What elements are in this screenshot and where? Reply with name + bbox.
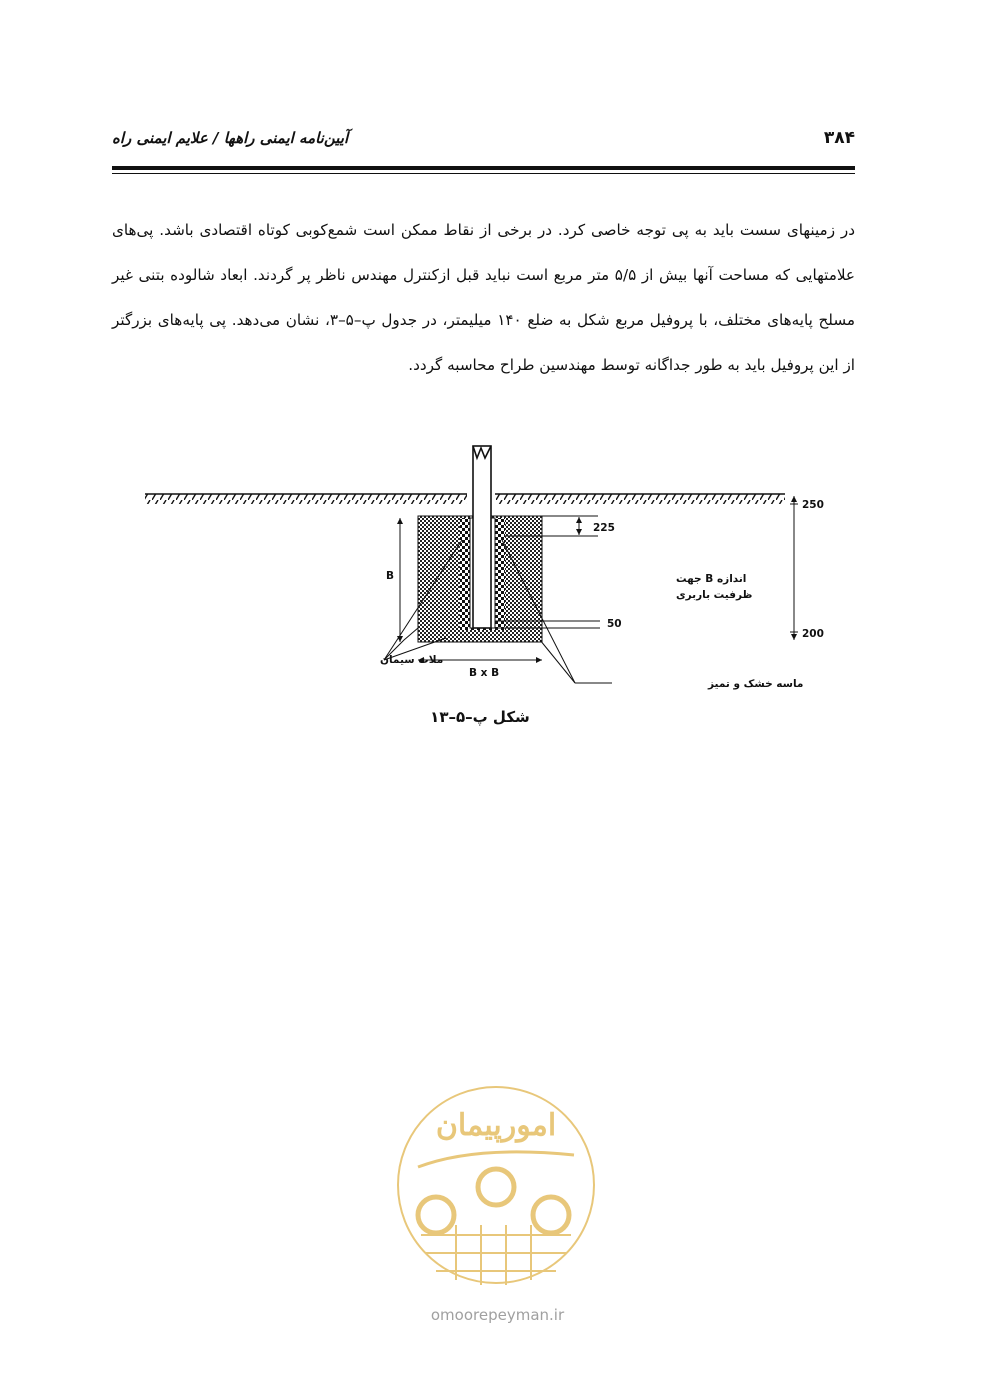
- grid-icon: [421, 1225, 571, 1285]
- body-paragraph: در زمینهای سست باید به پی توجه خاصی کرد. در برخی از نقاط ممکن است شمع‌کوبی کوتاه اقتصادی باشد. پی‌های علامتهایی که مساحت آنها بیش از ۵/۵ متر مربع است نباید قبل ازکنترل مهندس ناظر پر گردند. ابعاد شالوده بتنی غیر مسلح پایه‌های مختلف، با پروفیل مربع شکل به ضلع ۱۴۰ میلیمتر، در جدول پ–۵–۳، نشان می‌دهد. پی پایه‌های بزرگتر از این پروفیل باید به طور جداگانه توسط مهندسین طراح محاسبه گردد.: [112, 221, 856, 374]
- label-bxb: B x B: [469, 667, 500, 679]
- dimension-250-200: [790, 496, 824, 640]
- figure-caption: شکل پ–۵–۱۳: [430, 708, 530, 726]
- dimension-b: [386, 518, 403, 642]
- gear-icon: [418, 1169, 569, 1233]
- label-50: 50: [607, 618, 622, 630]
- header-rule-thin: [112, 173, 855, 174]
- label-250: 250: [802, 499, 824, 511]
- watermark-logo: [396, 1075, 596, 1300]
- page-header: [112, 126, 855, 156]
- label-dry-sand: ماسه خشک و تمیز: [708, 678, 804, 690]
- header-rule-thick: [112, 166, 855, 170]
- sign-post: [473, 446, 491, 628]
- foundation-diagram: [0, 430, 992, 700]
- label-225: 225: [593, 522, 615, 534]
- page-number: ۳۸۴: [823, 128, 855, 148]
- annotation-b-size: [676, 573, 752, 601]
- ground-surface: [145, 494, 785, 504]
- leader-dry-sand: [502, 540, 803, 690]
- label-b-size-1: اندازه B جهت: [676, 573, 747, 585]
- watermark-website: omoorepeyman.ir: [430, 1306, 565, 1324]
- logo-text: امورپیمان: [435, 1108, 557, 1143]
- label-cement-mortar: ملات سیمان: [380, 654, 444, 666]
- label-b-size-2: ظرفیت باربری: [676, 589, 753, 601]
- running-title: آیین‌نامه ایمنی راهها / علایم ایمنی راه: [112, 129, 349, 147]
- label-b: B: [386, 570, 395, 582]
- label-200: 200: [802, 628, 824, 640]
